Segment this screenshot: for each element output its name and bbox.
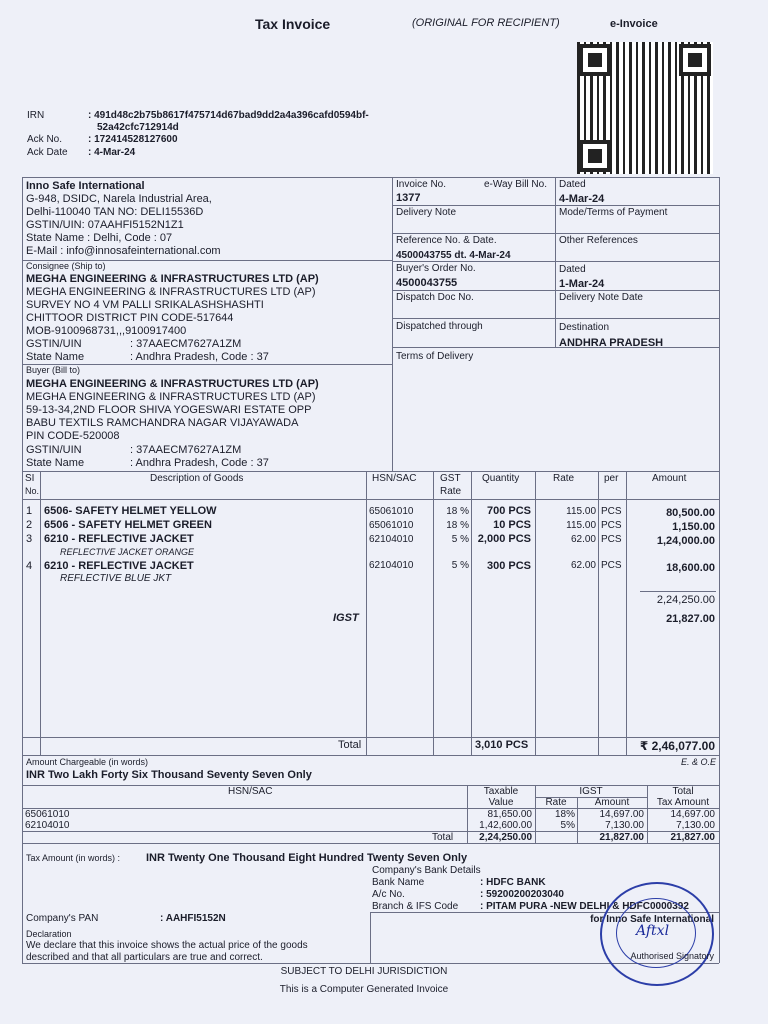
tax-words-label: Tax Amount (in words) : (26, 853, 121, 863)
delivery-note-label: Delivery Note (396, 207, 457, 218)
consignee-name: MEGHA ENGINEERING & INFRASTRUCTURES LTD (AP) (26, 273, 319, 285)
col-description: Description of Goods (150, 473, 244, 484)
igst-label: IGST (333, 612, 359, 624)
delivery-note-date-label: Delivery Note Date (559, 292, 643, 303)
grand-total: ₹ 2,46,077.00 (639, 739, 715, 753)
tax-col-rate: Rate (545, 797, 567, 808)
tax-total: 7,130.00 (676, 820, 715, 831)
tax-col-total-1: Total (672, 786, 694, 797)
buyer-order-label: Buyer's Order No. (396, 263, 476, 274)
tax-col-taxable-2: Value (488, 797, 514, 808)
pan-label: Company's PAN (26, 913, 99, 924)
buyer-gstin-value: : 37AAECM7627A1ZM (130, 444, 242, 456)
dispatched-through-label: Dispatched through (396, 321, 483, 332)
col-amount: Amount (652, 473, 687, 484)
tax-amount: 14,697.00 (599, 809, 644, 820)
ack-no-value: : 172414528127600 (88, 134, 178, 145)
signature: Aftxl (636, 923, 670, 939)
subtotal: 2,24,250.00 (656, 594, 715, 606)
tax-col-amount: Amount (594, 797, 630, 808)
qr-code (577, 42, 713, 174)
seller-address-2: Delhi-110040 TAN NO: DELI15536D (26, 206, 204, 218)
reference-value: 4500043755 dt. 4-Mar-24 (396, 250, 511, 261)
for-company: for Inno Safe International (590, 914, 714, 925)
ack-date-label: Ack Date (27, 147, 68, 158)
terms-delivery-label: Terms of Delivery (396, 351, 474, 362)
buyer-name: MEGHA ENGINEERING & INFRASTRUCTURES LTD (AP) (26, 378, 319, 390)
irn-label: IRN (27, 110, 45, 121)
einvoice-label: e-Invoice (610, 18, 658, 30)
destination-label: Destination (559, 322, 610, 333)
item-hsn: 65061010 (369, 506, 414, 517)
irn-value-1: : 491d48c2b75b8617f475714d67bad9dd2a4a396cafd0594bf- (88, 110, 369, 121)
consignee-state-value: : Andhra Pradesh, Code : 37 (130, 351, 269, 363)
tax-hsn: 65061010 (25, 809, 70, 820)
item-rate: 62.00 (570, 534, 596, 545)
mode-terms-label: Mode/Terms of Payment (559, 207, 668, 218)
amount-words-label: Amount Chargeable (in words) (26, 757, 149, 767)
item-subdescription: REFLECTIVE JACKET ORANGE (60, 547, 195, 557)
dated-value: 4-Mar-24 (559, 193, 605, 205)
buyer-line-1: MEGHA ENGINEERING & INFRASTRUCTURES LTD (AP) (26, 391, 316, 403)
item-sl: 1 (26, 505, 33, 517)
consignee-gstin-label: GSTIN/UIN (26, 338, 82, 350)
consignee-line-3: CHITTOOR DISTRICT PIN CODE-517644 (26, 312, 234, 324)
col-gst-2: Rate (440, 486, 462, 497)
dispatch-doc-label: Dispatch Doc No. (396, 292, 474, 303)
item-subdescription: REFLECTIVE BLUE JKT (60, 573, 172, 584)
item-per: PCS (601, 520, 622, 531)
other-references-label: Other References (559, 235, 638, 246)
destination-value: ANDHRA PRADESH (559, 337, 664, 349)
tax-taxable: 81,650.00 (487, 809, 532, 820)
col-sl-2: No. (25, 486, 40, 496)
item-sl: 4 (26, 560, 33, 572)
dated-label: Dated (559, 179, 586, 190)
tax-rate: 5% (560, 820, 575, 831)
invoice-no-label: Invoice No. (396, 179, 447, 190)
col-sl-1: SI (25, 473, 35, 484)
item-amount: 80,500.00 (666, 507, 715, 519)
tax-total-amount: 21,827.00 (599, 832, 644, 843)
copy-type: (ORIGINAL FOR RECIPIENT) (412, 17, 560, 29)
item-rate: 115.00 (566, 506, 596, 517)
item-gst: 5 % (451, 534, 469, 545)
item-hsn: 65061010 (369, 520, 414, 531)
col-hsn: HSN/SAC (372, 473, 417, 484)
authorised-signatory: Authorised Signatory (630, 951, 714, 961)
seller-email: E-Mail : info@innosafeinternational.com (26, 245, 221, 257)
buyer-line-4: PIN CODE-520008 (26, 430, 120, 442)
tax-col-total-2: Tax Amount (656, 797, 710, 808)
tax-taxable: 1,42,600.00 (479, 820, 532, 831)
ack-date-value: : 4-Mar-24 (88, 147, 136, 158)
bank-name-label: Bank Name (372, 877, 425, 888)
bank-heading: Company's Bank Details (372, 865, 481, 876)
tax-total-tax: 21,827.00 (670, 832, 715, 843)
tax-total: 14,697.00 (670, 809, 715, 820)
item-gst: 5 % (451, 560, 469, 571)
seller-name: Inno Safe International (26, 180, 145, 192)
pan-value: : AAHFI5152N (160, 913, 226, 924)
bank-branch-label: Branch & IFS Code (372, 901, 459, 912)
tax-hsn: 62104010 (25, 820, 70, 831)
eway-bill-label: e-Way Bill No. (484, 179, 547, 190)
col-per: per (604, 473, 619, 484)
consignee-state-label: State Name (26, 351, 85, 363)
item-description: 6210 - REFLECTIVE JACKET (44, 560, 194, 572)
item-quantity: 300 PCS (486, 560, 531, 572)
declaration-label: Declaration (26, 929, 72, 939)
item-gst: 18 % (446, 520, 469, 531)
consignee-label: Consignee (Ship to) (26, 261, 106, 271)
item-rate: 62.00 (570, 560, 596, 571)
item-amount: 1,24,000.00 (656, 535, 715, 547)
item-sl: 2 (26, 519, 33, 531)
declaration-line-1: We declare that this invoice shows the actual price of the goods (26, 940, 308, 951)
item-quantity: 700 PCS (486, 505, 531, 517)
order-dated-value: 1-Mar-24 (559, 278, 605, 290)
bank-ac-value: : 59200200203040 (480, 889, 564, 900)
consignee-line-1: MEGHA ENGINEERING & INFRASTRUCTURES LTD (AP) (26, 286, 316, 298)
tax-rate: 18% (554, 809, 575, 820)
item-rate: 115.00 (566, 520, 596, 531)
order-dated-label: Dated (559, 264, 586, 275)
item-quantity: 10 PCS (493, 519, 531, 531)
item-per: PCS (601, 534, 622, 545)
tax-col-taxable-1: Taxable (483, 786, 519, 797)
tax-total-taxable: 2,24,250.00 (479, 832, 532, 843)
item-hsn: 62104010 (369, 560, 414, 571)
item-gst: 18 % (446, 506, 469, 517)
consignee-gstin-value: : 37AAECM7627A1ZM (130, 338, 242, 350)
seller-gstin: GSTIN/UIN: 07AAHFI5152N1Z1 (26, 219, 184, 231)
bank-branch-value: : PITAM PURA -NEW DELHI & HDFC0000392 (480, 901, 689, 912)
item-per: PCS (601, 560, 622, 571)
item-description: 6506 - SAFETY HELMET GREEN (44, 519, 212, 531)
item-sl: 3 (26, 533, 33, 545)
item-per: PCS (601, 506, 622, 517)
total-label: Total (338, 739, 362, 751)
item-description: 6210 - REFLECTIVE JACKET (44, 533, 194, 545)
eoe: E. & O.E (680, 757, 716, 767)
col-gst-1: GST (440, 473, 461, 484)
amount-in-words: INR Two Lakh Forty Six Thousand Seventy Seven Only (26, 769, 312, 781)
buyer-gstin-label: GSTIN/UIN (26, 444, 82, 456)
buyer-state-value: : Andhra Pradesh, Code : 37 (130, 457, 269, 469)
tax-col-hsn: HSN/SAC (228, 786, 273, 797)
col-quantity: Quantity (482, 473, 520, 484)
consignee-line-4: MOB-9100968731,,,9100917400 (26, 325, 187, 337)
col-rate: Rate (553, 473, 575, 484)
irn-value-2: 52a42cfc712914d (97, 122, 179, 133)
total-quantity: 3,010 PCS (475, 739, 529, 751)
bank-ac-label: A/c No. (372, 889, 405, 900)
buyer-line-3: BABU TEXTILS RAMCHANDRA NAGAR VIJAYAWADA (26, 417, 299, 429)
item-amount: 18,600.00 (666, 562, 715, 574)
invoice-title: Tax Invoice (255, 16, 331, 32)
tax-col-igst: IGST (579, 786, 603, 797)
consignee-line-2: SURVEY NO 4 VM PALLI SRIKALASHSHASHTI (26, 299, 264, 311)
buyer-order-no: 4500043755 (396, 277, 458, 289)
reference-label: Reference No. & Date. (396, 235, 497, 246)
ack-no-label: Ack No. (27, 134, 63, 145)
seller-state: State Name : Delhi, Code : 07 (26, 232, 173, 244)
jurisdiction: SUBJECT TO DELHI JURISDICTION (280, 966, 448, 977)
item-hsn: 62104010 (369, 534, 414, 545)
igst-amount: 21,827.00 (666, 613, 715, 625)
buyer-line-2: 59-13-34,2ND FLOOR SHIVA YOGESWARI ESTATE OPP (26, 404, 312, 416)
invoice-no: 1377 (396, 192, 421, 204)
declaration-line-2: described and that all particulars are true and correct. (26, 952, 263, 963)
item-description: 6506- SAFETY HELMET YELLOW (44, 505, 217, 517)
seller-address-1: G-948, DSIDC, Narela Industrial Area, (26, 193, 212, 205)
tax-amount: 7,130.00 (605, 820, 644, 831)
tax-total-label: Total (432, 832, 454, 843)
bank-name-value: : HDFC BANK (480, 877, 546, 888)
item-quantity: 2,000 PCS (477, 533, 531, 545)
tax-in-words: INR Twenty One Thousand Eight Hundred Twenty Seven Only (146, 852, 468, 864)
buyer-state-label: State Name (26, 457, 85, 469)
buyer-label: Buyer (Bill to) (26, 365, 81, 375)
item-amount: 1,150.00 (672, 521, 715, 533)
computer-generated-note: This is a Computer Generated Invoice (279, 984, 449, 995)
